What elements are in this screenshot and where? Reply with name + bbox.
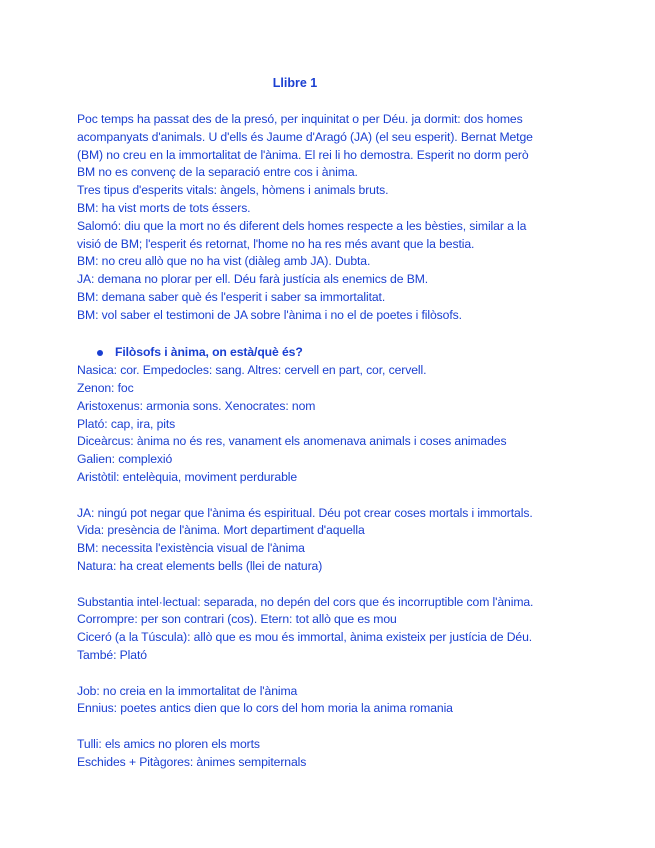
- paragraph-gap: [77, 718, 597, 736]
- paragraph-gap: [77, 665, 597, 683]
- tulli-block: [77, 736, 597, 772]
- list-item: Aristoxenus: armonia sons. Xenocrates: nom: [77, 398, 316, 413]
- substantia-block: [77, 594, 597, 665]
- text-line: BM: no creu allò que no ha vist (diàleg amb JA). Dubta.: [77, 254, 371, 269]
- text-line: Substantia intel·lectual: separada, no depén del cors que és incorruptible com l'ànima.: [77, 594, 534, 609]
- section-heading: [77, 344, 597, 362]
- text-line: BM: demana saber què és l'esperit i saber sa immortalitat.: [77, 289, 386, 304]
- text-line: BM: ha vist morts de tots éssers.: [77, 200, 251, 215]
- text-line: Tulli: els amics no ploren els morts: [77, 736, 260, 751]
- ja-block: [77, 505, 597, 576]
- text-line: JA: ningú pot negar que l'ànima és espiritual. Déu pot crear coses mortals i immortals.: [77, 505, 533, 520]
- list-item: Zenon: foc: [77, 380, 134, 395]
- text-line: JA: demana no plorar per ell. Déu farà justícia als enemics de BM.: [77, 272, 429, 287]
- text-line: acompanyats d'animals. U d'ells és Jaume d'Aragó (JA) (el seu esperit). Bernat Metge: [77, 129, 533, 144]
- text-line: visió de BM; l'esperit és retornat, l'home no ha res més avant que la bestia.: [77, 236, 475, 251]
- text-line: Corrompre: per son contrari (cos). Etern: tot allò que es mou: [77, 612, 397, 627]
- section-heading-text: Filòsofs i ànima, on està/què és?: [115, 345, 303, 360]
- list-item: Plató: cap, ira, pits: [77, 416, 176, 431]
- list-item: Galien: complexió: [77, 452, 173, 467]
- text-line: Ennius: poetes antics dien que lo cors del hom moria la anima romania: [77, 701, 453, 716]
- list-item: Nasica: cor. Empedocles: sang. Altres: cervell en part, cor, cervell.: [77, 363, 427, 378]
- text-line: També: Plató: [77, 647, 147, 662]
- text-line: (BM) no creu en la immortalitat de l'ànima. El rei li ho demostra. Esperit no dorm però: [77, 147, 529, 162]
- text-line: Job: no creia en la immortalitat de l'ànima: [77, 683, 298, 698]
- job-block: [77, 683, 597, 719]
- text-line: Eschides + Pitàgores: ànimes sempiternals: [77, 754, 307, 769]
- philosophers-block: [77, 362, 597, 487]
- text-line: Salomó: diu que la mort no és diferent dels homes respecte a les bèsties, similar a la: [77, 218, 527, 233]
- text-line: BM: vol saber el testimoni de JA sobre l'ànima i no el de poetes i filòsofs.: [77, 307, 462, 322]
- intro-block: [77, 111, 597, 325]
- paragraph-gap: [77, 325, 597, 343]
- text-line: Natura: ha creat elements bells (llei de natura): [77, 558, 323, 573]
- text-line: Vida: presència de l'ànima. Mort departiment d'aquella: [77, 523, 365, 538]
- text-line: BM: necessita l'existència visual de l'ànima: [77, 541, 305, 556]
- paragraph-gap: [77, 576, 597, 594]
- text-line: Ciceró (a la Túscula): allò que es mou és immortal, ànima existeix per justícia de Déu.: [77, 630, 533, 645]
- list-item: Diceàrcus: ànima no és res, vanament els anomenava animals i coses animades: [77, 434, 507, 449]
- text-line: Poc temps ha passat des de la presó, per inquinitat o per Déu. ja dormit: dos homes: [77, 112, 523, 126]
- text-line: Tres tipus d'esperits vitals: àngels, hòmens i animals bruts.: [77, 183, 389, 198]
- list-item: Aristòtil: entelèquia, moviment perdurable: [77, 469, 298, 484]
- text-line: BM no es convenç de la separació entre cos i ànima.: [77, 165, 358, 180]
- document-title: Llibre 1: [272, 76, 318, 90]
- document-body: [77, 111, 597, 771]
- paragraph-gap: [77, 487, 597, 505]
